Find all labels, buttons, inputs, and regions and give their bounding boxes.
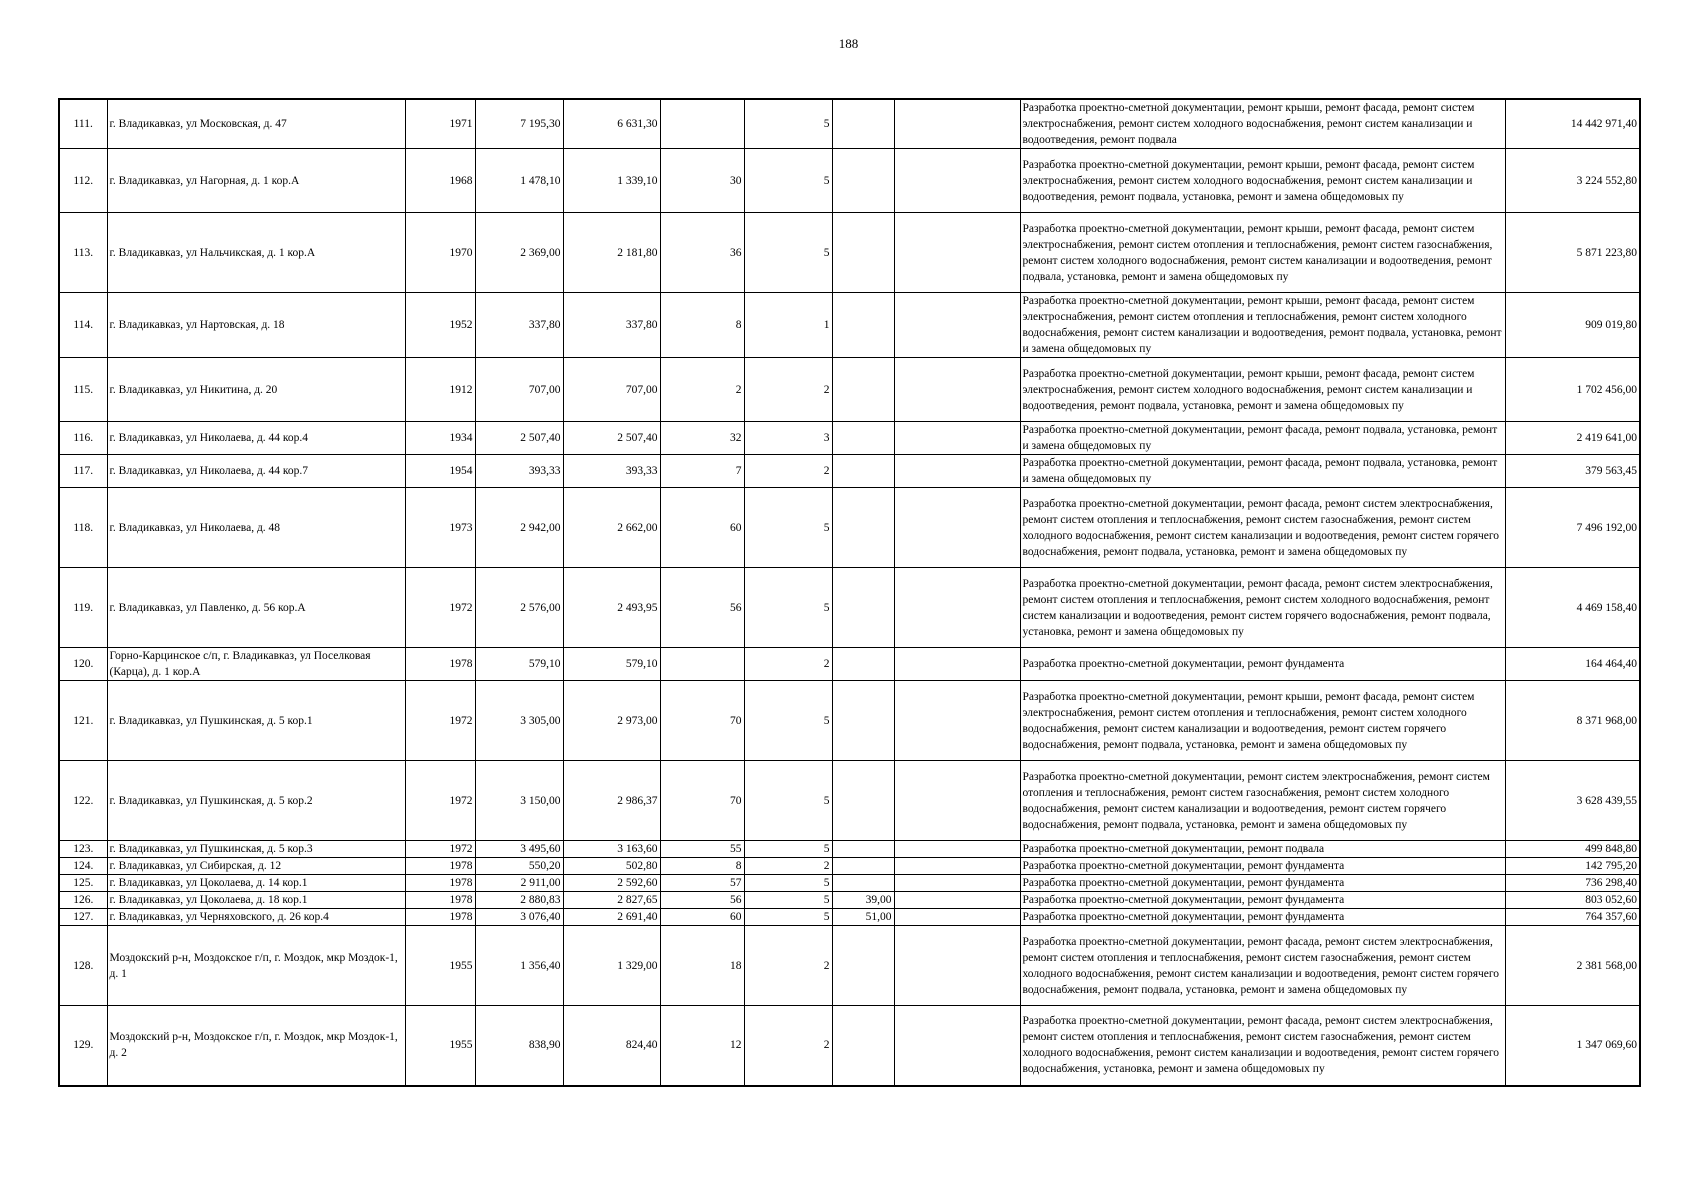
row-number-cell: 127.	[59, 909, 107, 926]
floors-cell: 5	[744, 488, 832, 568]
value-col9-cell	[894, 358, 1020, 422]
value-col9-cell	[894, 455, 1020, 488]
table-row	[59, 892, 1640, 909]
value-col9-cell	[894, 892, 1020, 909]
value-col8-cell	[832, 761, 894, 841]
address-cell: г. Владикавказ, ул Нартовская, д. 18	[107, 293, 405, 358]
total-area-cell: 7 195,30	[475, 99, 563, 149]
floors-cell: 3	[744, 422, 832, 455]
row-number-cell: 116.	[59, 422, 107, 455]
value-col9-cell	[894, 648, 1020, 681]
row-number-cell: 128.	[59, 926, 107, 1006]
residents-cell: 36	[660, 213, 744, 293]
living-area-cell: 1 329,00	[563, 926, 660, 1006]
value-col9-cell	[894, 761, 1020, 841]
year-built-cell: 1972	[405, 761, 475, 841]
repair-cost-cell: 3 628 439,55	[1505, 761, 1640, 841]
repair-cost-cell: 499 848,80	[1505, 841, 1640, 858]
year-built-cell: 1971	[405, 99, 475, 149]
total-area-cell: 707,00	[475, 358, 563, 422]
row-number-cell: 121.	[59, 681, 107, 761]
repair-cost-cell: 8 371 968,00	[1505, 681, 1640, 761]
living-area-cell: 3 163,60	[563, 841, 660, 858]
floors-cell: 5	[744, 681, 832, 761]
year-built-cell: 1972	[405, 841, 475, 858]
value-col9-cell	[894, 681, 1020, 761]
repair-cost-cell: 14 442 971,40	[1505, 99, 1640, 149]
living-area-cell: 2 181,80	[563, 213, 660, 293]
address-cell: Моздокский р-н, Моздокское г/п, г. Моздок, мкр Моздок-1, д. 2	[107, 1006, 405, 1086]
address-cell: г. Владикавказ, ул Николаева, д. 48	[107, 488, 405, 568]
total-area-cell: 838,90	[475, 1006, 563, 1086]
address-cell: г. Владикавказ, ул Пушкинская, д. 5 кор.2	[107, 761, 405, 841]
table-row	[59, 358, 1640, 422]
floors-cell: 2	[744, 358, 832, 422]
floors-cell: 5	[744, 892, 832, 909]
floors-cell: 2	[744, 926, 832, 1006]
table-row	[59, 293, 1640, 358]
residents-cell: 32	[660, 422, 744, 455]
residents-cell: 70	[660, 681, 744, 761]
residents-cell: 12	[660, 1006, 744, 1086]
repair-cost-cell: 4 469 158,40	[1505, 568, 1640, 648]
value-col8-cell	[832, 568, 894, 648]
residents-cell: 60	[660, 488, 744, 568]
total-area-cell: 3 150,00	[475, 761, 563, 841]
residents-cell: 60	[660, 909, 744, 926]
table-row	[59, 875, 1640, 892]
residents-cell: 56	[660, 892, 744, 909]
table-row	[59, 681, 1640, 761]
repair-works-cell: Разработка проектно-сметной документации, ремонт фасада, ремонт систем электроснабжения, ремонт систем отопления и теплоснабжения, ремонт систем газоснабжения, ремонт систем холодного водоснабжения, ремонт систем канализации и водоотведения, ремонт систем горячего водоснабжения, ремонт подвала, установка, ремонт и замена общедомовых пу	[1020, 926, 1505, 1006]
total-area-cell: 2 507,40	[475, 422, 563, 455]
value-col8-cell	[832, 488, 894, 568]
living-area-cell: 6 631,30	[563, 99, 660, 149]
address-cell: г. Владикавказ, ул Сибирская, д. 12	[107, 858, 405, 875]
residents-cell: 2	[660, 358, 744, 422]
value-col8-cell	[832, 149, 894, 213]
row-number-cell: 124.	[59, 858, 107, 875]
value-col9-cell	[894, 213, 1020, 293]
row-number-cell: 117.	[59, 455, 107, 488]
living-area-cell: 2 493,95	[563, 568, 660, 648]
address-cell: г. Владикавказ, ул Цоколаева, д. 18 кор.1	[107, 892, 405, 909]
address-cell: г. Владикавказ, ул Пушкинская, д. 5 кор.3	[107, 841, 405, 858]
row-number-cell: 120.	[59, 648, 107, 681]
residents-cell: 56	[660, 568, 744, 648]
address-cell: г. Владикавказ, ул Никитина, д. 20	[107, 358, 405, 422]
repair-works-cell: Разработка проектно-сметной документации, ремонт крыши, ремонт фасада, ремонт систем электроснабжения, ремонт систем холодного водоснабжения, ремонт систем канализации и водоотведения, ремонт подвала, установка, ремонт и замена общедомовых пу	[1020, 149, 1505, 213]
repair-cost-cell: 803 052,60	[1505, 892, 1640, 909]
living-area-cell: 2 592,60	[563, 875, 660, 892]
table-row	[59, 1006, 1640, 1086]
living-area-cell: 502,80	[563, 858, 660, 875]
value-col8-cell	[832, 358, 894, 422]
year-built-cell: 1970	[405, 213, 475, 293]
value-col8-cell	[832, 926, 894, 1006]
repair-cost-cell: 5 871 223,80	[1505, 213, 1640, 293]
total-area-cell: 393,33	[475, 455, 563, 488]
living-area-cell: 2 986,37	[563, 761, 660, 841]
table-row	[59, 909, 1640, 926]
table-row	[59, 455, 1640, 488]
repair-works-cell: Разработка проектно-сметной документации, ремонт фасада, ремонт подвала, установка, ремонт и замена общедомовых пу	[1020, 422, 1505, 455]
total-area-cell: 2 369,00	[475, 213, 563, 293]
value-col8-cell	[832, 841, 894, 858]
value-col8-cell	[832, 213, 894, 293]
living-area-cell: 2 827,65	[563, 892, 660, 909]
repair-cost-cell: 736 298,40	[1505, 875, 1640, 892]
repair-works-cell: Разработка проектно-сметной документации, ремонт фундамента	[1020, 648, 1505, 681]
row-number-cell: 113.	[59, 213, 107, 293]
address-cell: г. Владикавказ, ул Московская, д. 47	[107, 99, 405, 149]
year-built-cell: 1955	[405, 1006, 475, 1086]
total-area-cell: 579,10	[475, 648, 563, 681]
value-col8-cell	[832, 99, 894, 149]
total-area-cell: 2 880,83	[475, 892, 563, 909]
address-cell: г. Владикавказ, ул Николаева, д. 44 кор.4	[107, 422, 405, 455]
floors-cell: 5	[744, 213, 832, 293]
living-area-cell: 337,80	[563, 293, 660, 358]
total-area-cell: 1 356,40	[475, 926, 563, 1006]
total-area-cell: 3 305,00	[475, 681, 563, 761]
value-col8-cell	[832, 648, 894, 681]
living-area-cell: 2 507,40	[563, 422, 660, 455]
repair-works-cell: Разработка проектно-сметной документации, ремонт фасада, ремонт подвала, установка, ремонт и замена общедомовых пу	[1020, 455, 1505, 488]
table-row	[59, 648, 1640, 681]
repair-cost-cell: 3 224 552,80	[1505, 149, 1640, 213]
total-area-cell: 550,20	[475, 858, 563, 875]
floors-cell: 5	[744, 875, 832, 892]
table-row	[59, 761, 1640, 841]
year-built-cell: 1973	[405, 488, 475, 568]
residents-cell: 8	[660, 858, 744, 875]
value-col9-cell	[894, 293, 1020, 358]
residents-cell: 30	[660, 149, 744, 213]
value-col8-cell	[832, 875, 894, 892]
address-cell: Горно-Карцинское с/п, г. Владикавказ, ул Поселковая (Карца), д. 1 кор.А	[107, 648, 405, 681]
address-cell: г. Владикавказ, ул Павленко, д. 56 кор.А	[107, 568, 405, 648]
repair-works-cell: Разработка проектно-сметной документации, ремонт подвала	[1020, 841, 1505, 858]
value-col8-cell	[832, 293, 894, 358]
floors-cell: 5	[744, 149, 832, 213]
table-row	[59, 422, 1640, 455]
floors-cell: 5	[744, 99, 832, 149]
floors-cell: 5	[744, 841, 832, 858]
row-number-cell: 126.	[59, 892, 107, 909]
value-col8-cell	[832, 858, 894, 875]
row-number-cell: 123.	[59, 841, 107, 858]
residents-cell: 7	[660, 455, 744, 488]
repair-works-cell: Разработка проектно-сметной документации, ремонт систем электроснабжения, ремонт систем отопления и теплоснабжения, ремонт систем газоснабжения, ремонт систем холодного водоснабжения, ремонт систем канализации и водоотведения, ремонт систем горячего водоснабжения, ремонт подвала, установка, ремонт и замена общедомовых пу	[1020, 761, 1505, 841]
row-number-cell: 112.	[59, 149, 107, 213]
table-body	[59, 99, 1640, 1086]
value-col9-cell	[894, 568, 1020, 648]
floors-cell: 2	[744, 1006, 832, 1086]
value-col9-cell	[894, 841, 1020, 858]
total-area-cell: 2 911,00	[475, 875, 563, 892]
address-cell: Моздокский р-н, Моздокское г/п, г. Моздок, мкр Моздок-1, д. 1	[107, 926, 405, 1006]
total-area-cell: 1 478,10	[475, 149, 563, 213]
repair-works-cell: Разработка проектно-сметной документации, ремонт фасада, ремонт систем электроснабжения, ремонт систем отопления и теплоснабжения, ремонт систем газоснабжения, ремонт систем холодного водоснабжения, ремонт систем канализации и водоотведения, ремонт систем горячего водоснабжения, установка, ремонт и замена общедомовых пу	[1020, 1006, 1505, 1086]
repair-cost-cell: 2 381 568,00	[1505, 926, 1640, 1006]
housing-repair-table	[58, 98, 1641, 1087]
row-number-cell: 111.	[59, 99, 107, 149]
repair-cost-cell: 164 464,40	[1505, 648, 1640, 681]
year-built-cell: 1972	[405, 568, 475, 648]
floors-cell: 2	[744, 858, 832, 875]
value-col9-cell	[894, 875, 1020, 892]
repair-works-cell: Разработка проектно-сметной документации, ремонт фасада, ремонт систем электроснабжения, ремонт систем отопления и теплоснабжения, ремонт систем холодного водоснабжения, ремонт систем канализации и водоотведения, ремонт систем горячего водоснабжения, ремонт подвала, установка, ремонт и замена общедомовых пу	[1020, 568, 1505, 648]
address-cell: г. Владикавказ, ул Нагорная, д. 1 кор.А	[107, 149, 405, 213]
table-row	[59, 926, 1640, 1006]
living-area-cell: 2 662,00	[563, 488, 660, 568]
living-area-cell: 393,33	[563, 455, 660, 488]
value-col9-cell	[894, 488, 1020, 568]
year-built-cell: 1968	[405, 149, 475, 213]
total-area-cell: 3 495,60	[475, 841, 563, 858]
row-number-cell: 114.	[59, 293, 107, 358]
residents-cell	[660, 648, 744, 681]
value-col9-cell	[894, 422, 1020, 455]
table-row	[59, 213, 1640, 293]
repair-works-cell: Разработка проектно-сметной документации, ремонт крыши, ремонт фасада, ремонт систем электроснабжения, ремонт систем холодного водоснабжения, ремонт систем канализации и водоотведения, ремонт подвала	[1020, 99, 1505, 149]
repair-works-cell: Разработка проектно-сметной документации, ремонт крыши, ремонт фасада, ремонт систем электроснабжения, ремонт систем отопления и теплоснабжения, ремонт систем холодного водоснабжения, ремонт систем канализации и водоотведения, ремонт систем горячего водоснабжения, ремонт подвала, установка, ремонт и замена общедомовых пу	[1020, 681, 1505, 761]
value-col9-cell	[894, 99, 1020, 149]
value-col8-cell	[832, 681, 894, 761]
residents-cell: 8	[660, 293, 744, 358]
residents-cell: 55	[660, 841, 744, 858]
year-built-cell: 1978	[405, 648, 475, 681]
table-row	[59, 841, 1640, 858]
value-col9-cell	[894, 149, 1020, 213]
address-cell: г. Владикавказ, ул Черняховского, д. 26 кор.4	[107, 909, 405, 926]
year-built-cell: 1954	[405, 455, 475, 488]
year-built-cell: 1912	[405, 358, 475, 422]
total-area-cell: 3 076,40	[475, 909, 563, 926]
repair-cost-cell: 764 357,60	[1505, 909, 1640, 926]
living-area-cell: 707,00	[563, 358, 660, 422]
row-number-cell: 129.	[59, 1006, 107, 1086]
repair-cost-cell: 1 347 069,60	[1505, 1006, 1640, 1086]
residents-cell: 57	[660, 875, 744, 892]
residents-cell	[660, 99, 744, 149]
row-number-cell: 118.	[59, 488, 107, 568]
repair-cost-cell: 379 563,45	[1505, 455, 1640, 488]
total-area-cell: 2 942,00	[475, 488, 563, 568]
living-area-cell: 1 339,10	[563, 149, 660, 213]
value-col9-cell	[894, 909, 1020, 926]
row-number-cell: 122.	[59, 761, 107, 841]
repair-works-cell: Разработка проектно-сметной документации, ремонт фундамента	[1020, 909, 1505, 926]
living-area-cell: 2 691,40	[563, 909, 660, 926]
year-built-cell: 1978	[405, 858, 475, 875]
residents-cell: 70	[660, 761, 744, 841]
value-col8-cell	[832, 422, 894, 455]
row-number-cell: 119.	[59, 568, 107, 648]
repair-works-cell: Разработка проектно-сметной документации, ремонт крыши, ремонт фасада, ремонт систем электроснабжения, ремонт систем отопления и теплоснабжения, ремонт систем холодного водоснабжения, ремонт систем канализации и водоотведения, ремонт подвала, установка, ремонт и замена общедомовых пу	[1020, 293, 1505, 358]
year-built-cell: 1952	[405, 293, 475, 358]
repair-works-cell: Разработка проектно-сметной документации, ремонт фундамента	[1020, 875, 1505, 892]
floors-cell: 5	[744, 761, 832, 841]
table-row	[59, 149, 1640, 213]
repair-cost-cell: 2 419 641,00	[1505, 422, 1640, 455]
repair-cost-cell: 909 019,80	[1505, 293, 1640, 358]
table-row	[59, 99, 1640, 149]
total-area-cell: 2 576,00	[475, 568, 563, 648]
year-built-cell: 1978	[405, 909, 475, 926]
residents-cell: 18	[660, 926, 744, 1006]
repair-cost-cell: 1 702 456,00	[1505, 358, 1640, 422]
year-built-cell: 1955	[405, 926, 475, 1006]
value-col9-cell	[894, 858, 1020, 875]
value-col8-cell	[832, 1006, 894, 1086]
living-area-cell: 579,10	[563, 648, 660, 681]
value-col9-cell	[894, 926, 1020, 1006]
table-row	[59, 568, 1640, 648]
repair-works-cell: Разработка проектно-сметной документации, ремонт крыши, ремонт фасада, ремонт систем электроснабжения, ремонт систем холодного водоснабжения, ремонт систем канализации и водоотведения, ремонт подвала, установка, ремонт и замена общедомовых пу	[1020, 358, 1505, 422]
address-cell: г. Владикавказ, ул Николаева, д. 44 кор.7	[107, 455, 405, 488]
row-number-cell: 115.	[59, 358, 107, 422]
page-number: 188	[838, 36, 859, 51]
year-built-cell: 1934	[405, 422, 475, 455]
value-col8-cell: 51,00	[832, 909, 894, 926]
repair-works-cell: Разработка проектно-сметной документации, ремонт фасада, ремонт систем электроснабжения, ремонт систем отопления и теплоснабжения, ремонт систем газоснабжения, ремонт систем холодного водоснабжения, ремонт систем канализации и водоотведения, ремонт систем горячего водоснабжения, ремонт подвала, установка, ремонт и замена общедомовых пу	[1020, 488, 1505, 568]
table-row	[59, 488, 1640, 568]
value-col9-cell	[894, 1006, 1020, 1086]
repair-works-cell: Разработка проектно-сметной документации, ремонт крыши, ремонт фасада, ремонт систем электроснабжения, ремонт систем отопления и теплоснабжения, ремонт систем газоснабжения, ремонт систем холодного водоснабжения, ремонт систем канализации и водоотведения, ремонт подвала, установка, ремонт и замена общедомовых пу	[1020, 213, 1505, 293]
year-built-cell: 1978	[405, 892, 475, 909]
repair-works-cell: Разработка проектно-сметной документации, ремонт фундамента	[1020, 858, 1505, 875]
year-built-cell: 1978	[405, 875, 475, 892]
value-col8-cell	[832, 455, 894, 488]
address-cell: г. Владикавказ, ул Нальчикская, д. 1 кор.А	[107, 213, 405, 293]
floors-cell: 2	[744, 455, 832, 488]
repair-works-cell: Разработка проектно-сметной документации, ремонт фундамента	[1020, 892, 1505, 909]
total-area-cell: 337,80	[475, 293, 563, 358]
repair-cost-cell: 142 795,20	[1505, 858, 1640, 875]
floors-cell: 5	[744, 909, 832, 926]
row-number-cell: 125.	[59, 875, 107, 892]
floors-cell: 1	[744, 293, 832, 358]
address-cell: г. Владикавказ, ул Цоколаева, д. 14 кор.1	[107, 875, 405, 892]
living-area-cell: 2 973,00	[563, 681, 660, 761]
table-row	[59, 858, 1640, 875]
floors-cell: 5	[744, 568, 832, 648]
living-area-cell: 824,40	[563, 1006, 660, 1086]
address-cell: г. Владикавказ, ул Пушкинская, д. 5 кор.1	[107, 681, 405, 761]
year-built-cell: 1972	[405, 681, 475, 761]
floors-cell: 2	[744, 648, 832, 681]
repair-cost-cell: 7 496 192,00	[1505, 488, 1640, 568]
value-col8-cell: 39,00	[832, 892, 894, 909]
